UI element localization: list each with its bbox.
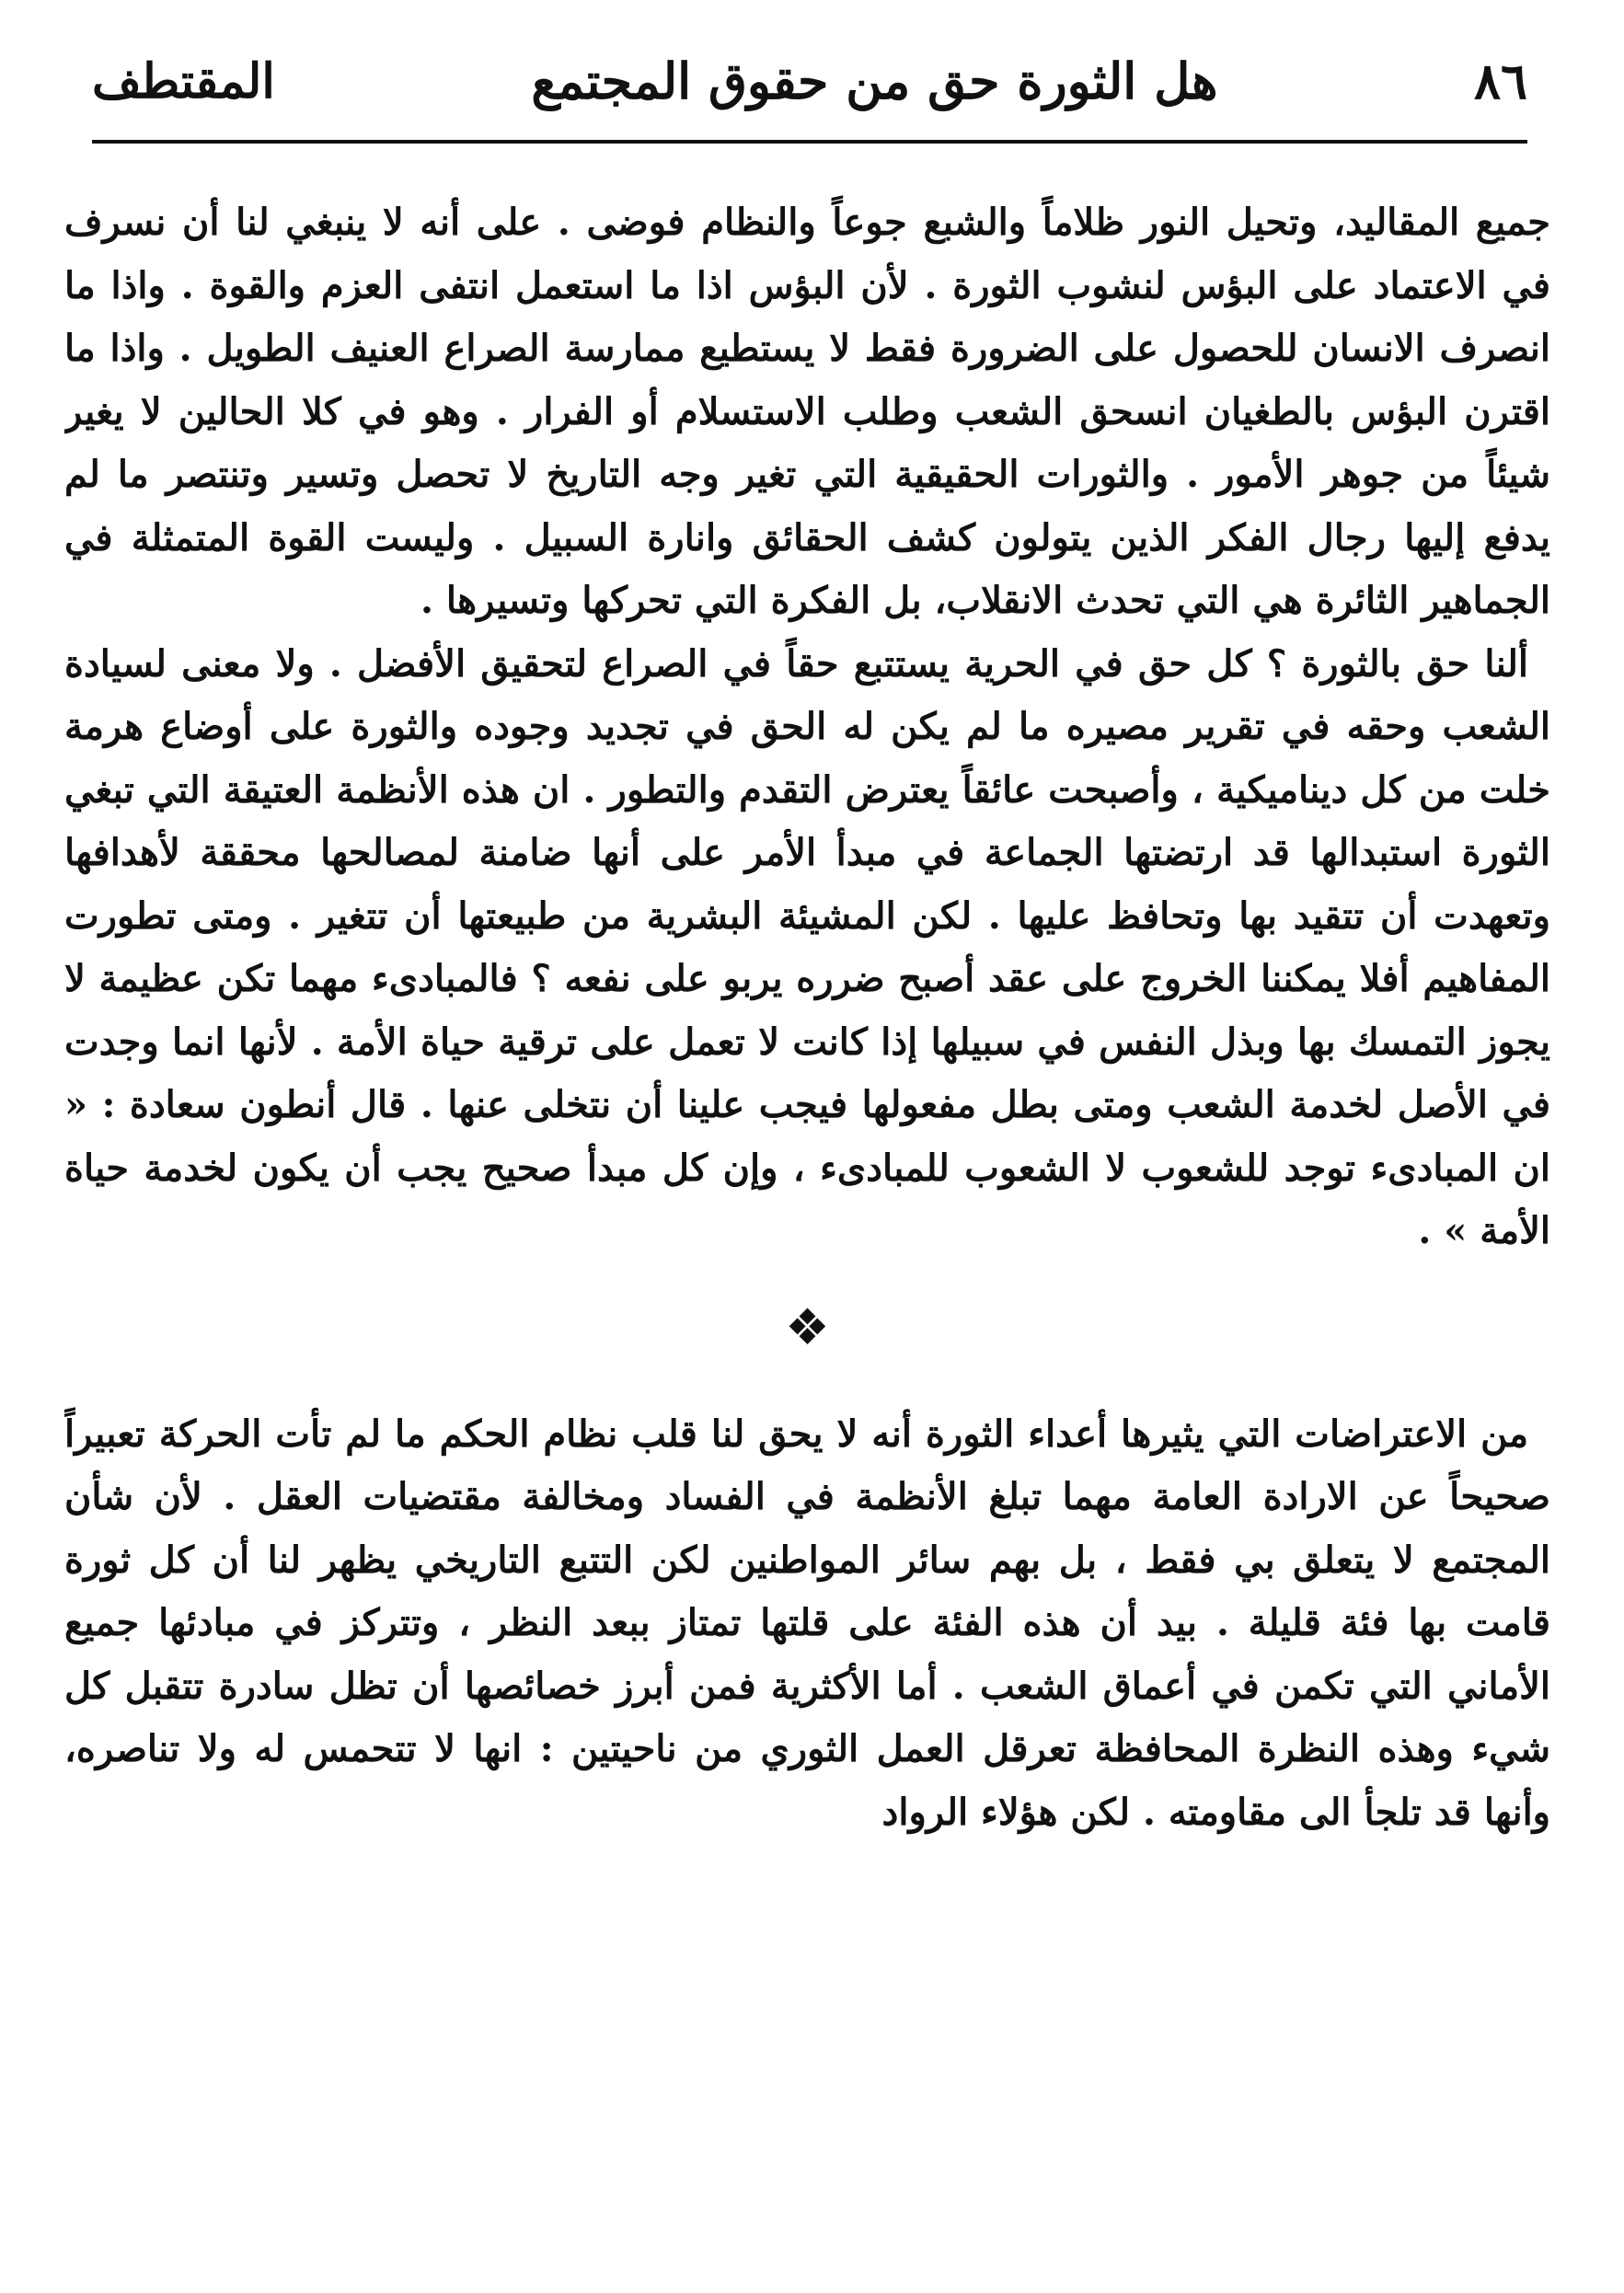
journal-name: المقتطف: [92, 52, 275, 109]
header-divider: [92, 140, 1527, 144]
paragraph-3: من الاعتراضات التي يثيرها أعداء الثورة أنه لا يحق لنا قلب نظام الحكم ما لم تأت الحركة تعبيراً صحيحاً عن الارادة العامة مهما تبلغ الأنظمة في الفساد ومخالفة مقتضيات العقل . لأن شأن المجتمع لا يتعلق بي فقط ، بل بهم سائر المواطنين لكن التتبع التاريخي يظهر لنا أن كل ثورة قامت بها فئة قليلة . بيد أن هذه الفئة على قلتها تمتاز ببعد النظر ، وتتركز في مبادئها جميع الأماني التي تكمن في أعماق الشعب . أما الأكثرية فمن أبرز خصائصها أن تظل سادرة تتقبل كل شيء وهذه النظرة المحافظة تعرقل العمل الثوري من ناحيتين : انها لا تتحمس له ولا تناصره، وأنها قد تلجأ الى مقاومته . لكن هؤلاء الرواد: [64, 1412, 1550, 1834]
section-ornament-icon: ❖: [785, 1297, 830, 1356]
page-number: ٨٦: [1473, 52, 1527, 110]
article-body: [64, 191, 1550, 2280]
paragraph-1: جميع المقاليد، وتحيل النور ظلاماً والشبع جوعاً والنظام فوضى . على أنه لا ينبغي لنا أن نسرف في الاعتماد على البؤس لنشوب الثورة . لأن البؤس اذا ما استعمل انتفى العزم والقوة . واذا ما انصرف الانسان للحصول على الضرورة فقط لا يستطيع ممارسة الصراع العنيف الطويل . واذا ما اقترن البؤس بالطغيان انسحق الشعب وطلب الاستسلام أو الفرار . وهو في كلا الحالين لا يغير شيئاً من جوهر الأمور . والثورات الحقيقية التي تغير وجه التاريخ لا تحصل وتسير وتنتصر ما لم يدفع إليها رجال الفكر الذين يتولون كشف الحقائق وانارة السبيل . وليست القوة المتمثلة في الجماهير الثائرة هي التي تحدث الانقلاب، بل الفكرة التي تحركها وتسيرها .: [64, 201, 1550, 622]
paragraph-2: ألنا حق بالثورة ؟ كل حق في الحرية يستتبع حقاً في الصراع لتحقيق الأفضل . ولا معنى لسيادة الشعب وحقه في تقرير مصيره ما لم يكن له الحق في تجديد وجوده والثورة على أوضاع هرمة خلت من كل ديناميكية ، وأصبحت عائقاً يعترض التقدم والتطور . ان هذه الأنظمة العتيقة التي تبغي الثورة استبدالها قد ارتضتها الجماعة في مبدأ الأمر على أنها ضامنة لمصالحها محققة لأهدافها وتعهدت أن تتقيد بها وتحافظ عليها . لكن المشيئة البشرية من طبيعتها أن تتغير . ومتى تطورت المفاهيم أفلا يمكننا الخروج على عقد أصبح ضرره يربو على نفعه ؟ فالمبادىء مهما تكن عظيمة لا يجوز التمسك بها وبذل النفس في سبيلها إذا كانت لا تعمل على ترقية حياة الأمة . لأنها انما وجدت في الأصل لخدمة الشعب ومتى بطل مفعولها فيجب علينا أن نتخلى عنها . قال أنطون سعادة : « ان المبادىء توجد للشعوب لا الشعوب للمبادىء ، وإن كل مبدأ صحيح يجب أن يكون لخدمة حياة الأمة » .: [64, 641, 1550, 1252]
page-header: [92, 44, 1527, 118]
running-title: هل الثورة حق من حقوق المجتمع: [531, 52, 1218, 110]
